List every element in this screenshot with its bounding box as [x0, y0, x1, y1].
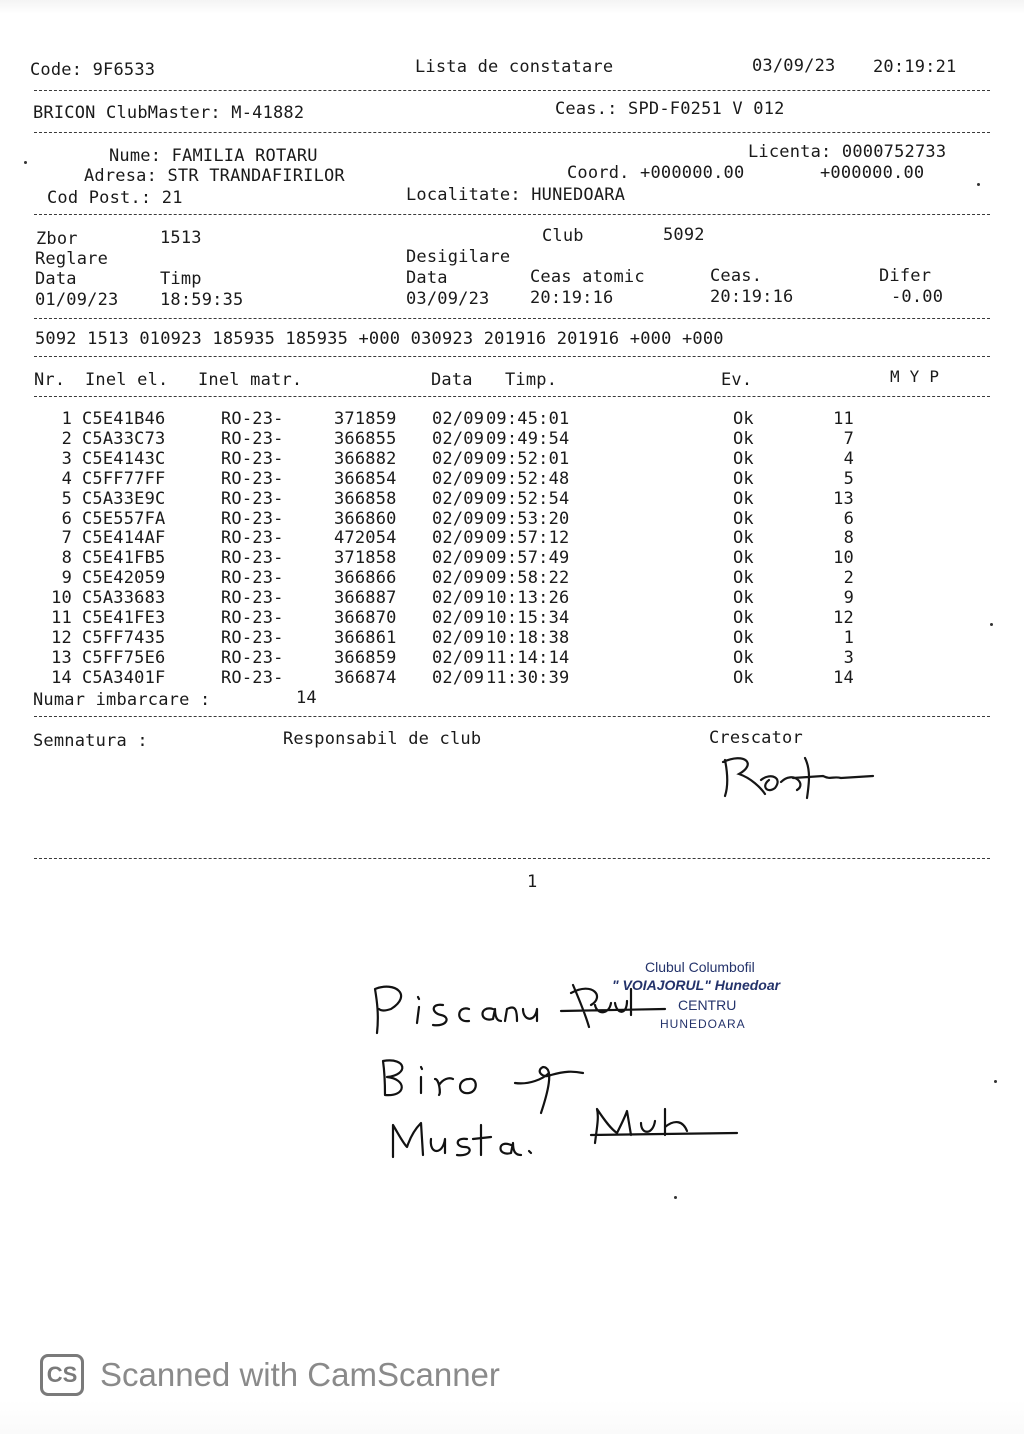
cell-prefix: RO-23-: [221, 627, 284, 648]
cell-data: 02/09: [432, 627, 485, 648]
stamp-line-3: CENTRU: [678, 997, 737, 1013]
cell-nr: 14: [51, 667, 72, 688]
cell-data: 02/09: [432, 647, 485, 668]
cell-prefix: RO-23-: [221, 508, 284, 529]
cell-prefix: RO-23-: [221, 647, 284, 668]
cell-inel-matr: 366887: [334, 588, 397, 609]
scan-speck: [24, 161, 27, 164]
cell-data: 02/09: [432, 588, 485, 609]
divider: [34, 214, 990, 215]
document-title: Lista de constatare: [415, 57, 614, 77]
cell-timp: 09:52:01: [486, 448, 570, 469]
cell-prefix: RO-23-: [221, 528, 284, 549]
stamp-line-1: Clubul Columbofil: [645, 959, 755, 975]
table-row: [0, 469, 1024, 489]
signature-label: Semnatura :: [33, 731, 148, 751]
table-row: [0, 648, 1024, 668]
cell-data: 02/09: [432, 409, 485, 429]
camscanner-watermark: [40, 1352, 560, 1400]
difference-value: -0.00: [891, 287, 944, 307]
clubmaster-label: BRICON ClubMaster: M-41882: [33, 103, 305, 123]
cell-rank: 2: [843, 568, 854, 589]
cell-inel-el: C5E41FB5: [82, 548, 166, 569]
cell-rank: 12: [833, 608, 854, 628]
col-header-inel-matr: Inel matr.: [198, 370, 303, 390]
atomic-clock-time: 20:19:16: [530, 288, 614, 308]
divider: [34, 318, 990, 319]
cell-ev: Ok: [733, 548, 754, 569]
cell-inel-el: C5E4143C: [82, 448, 166, 469]
cell-rank: 4: [843, 448, 854, 469]
stamp-line-2: " VOIAJORUL" Hunedoar: [612, 977, 781, 993]
cell-timp: 09:58:22: [486, 568, 570, 589]
clock-label: Ceas.: [710, 266, 763, 286]
table-row: [0, 429, 1024, 449]
cell-data: 02/09: [432, 548, 485, 569]
scan-speck: [674, 1196, 677, 1199]
owner-locality: Localitate: HUNEDOARA: [406, 185, 626, 205]
cell-prefix: RO-23-: [221, 667, 284, 688]
cell-inel-matr: 371859: [334, 409, 397, 429]
cell-inel-matr: 366870: [334, 608, 397, 628]
cell-nr: 10: [51, 588, 72, 609]
club-label: Club: [542, 226, 584, 246]
cell-data: 02/09: [432, 488, 485, 509]
cell-rank: 5: [843, 468, 854, 489]
cell-inel-matr: 366860: [334, 508, 397, 529]
cell-timp: 11:14:14: [486, 647, 570, 668]
cell-nr: 13: [51, 647, 72, 668]
cell-timp: 10:15:34: [486, 608, 570, 628]
cell-inel-el: C5A33C73: [82, 428, 166, 449]
cell-rank: 9: [843, 588, 854, 609]
cell-inel-matr: 366861: [334, 627, 397, 648]
divider: [34, 396, 990, 397]
cell-ev: Ok: [733, 409, 754, 429]
cell-prefix: RO-23-: [221, 428, 284, 449]
camscanner-logo: CS: [40, 1354, 84, 1396]
cell-prefix: RO-23-: [221, 608, 284, 628]
cell-timp: 10:13:26: [486, 588, 570, 609]
divider: [34, 90, 990, 91]
cell-inel-matr: 371858: [334, 548, 397, 569]
reglare-time: 18:59:35: [160, 290, 244, 310]
zbor-label: Zbor: [36, 229, 78, 249]
cell-prefix: RO-23-: [221, 588, 284, 609]
club-responsible-label: Responsabil de club: [283, 729, 482, 749]
divider: [34, 716, 990, 717]
cell-ev: Ok: [733, 468, 754, 489]
desigilare-label: Desigilare: [406, 247, 511, 267]
cell-inel-el: C5A3401F: [82, 667, 166, 688]
cell-rank: 8: [843, 528, 854, 549]
cell-inel-matr: 366855: [334, 428, 397, 449]
cell-inel-matr: 366882: [334, 448, 397, 469]
cell-inel-el: C5A33E9C: [82, 488, 166, 509]
difference-label: Difer: [879, 266, 932, 286]
cell-timp: 09:52:54: [486, 488, 570, 509]
table-row: [0, 449, 1024, 469]
cell-rank: 10: [833, 548, 854, 569]
owner-coord-2: +000000.00: [820, 163, 925, 183]
cell-timp: 09:45:01: [486, 409, 570, 429]
stamp-line-4: HUNEDOARA: [660, 1017, 746, 1031]
cell-data: 02/09: [432, 468, 485, 489]
cell-nr: 4: [61, 468, 72, 489]
code-line: 5092 1513 010923 185935 185935 +000 030923 201916 201916 +000 +000: [35, 329, 724, 349]
cell-inel-matr: 366854: [334, 468, 397, 489]
cell-nr: 12: [51, 627, 72, 648]
reglare-label: Reglare: [35, 249, 109, 269]
cell-inel-el: C5E41FE3: [82, 608, 166, 628]
cell-ev: Ok: [733, 608, 754, 628]
cell-rank: 14: [833, 667, 854, 688]
cell-rank: 3: [843, 647, 854, 668]
desigilare-date-label: Data: [406, 268, 448, 288]
cell-timp: 09:52:48: [486, 468, 570, 489]
cell-nr: 11: [51, 608, 72, 628]
cell-nr: 3: [61, 448, 72, 469]
table-row: [0, 628, 1024, 648]
header-time: 20:19:21: [873, 57, 957, 77]
numar-imbarcare-label: Numar imbarcare :: [33, 690, 211, 710]
cell-nr: 8: [61, 548, 72, 569]
scan-speck: [994, 1080, 997, 1083]
handwritten-signatures: [365, 975, 755, 1170]
cell-nr: 6: [61, 508, 72, 529]
cell-rank: 1: [843, 627, 854, 648]
cell-prefix: RO-23-: [221, 568, 284, 589]
atomic-clock-label: Ceas atomic: [530, 267, 645, 287]
cell-ev: Ok: [733, 627, 754, 648]
cell-timp: 09:57:49: [486, 548, 570, 569]
scan-speck: [977, 183, 980, 186]
cell-inel-matr: 472054: [334, 528, 397, 549]
cell-ev: Ok: [733, 647, 754, 668]
owner-name: Nume: FAMILIA ROTARU: [109, 146, 318, 166]
numar-imbarcare-value: 14: [296, 688, 317, 708]
cell-rank: 11: [833, 409, 854, 429]
divider: [34, 132, 990, 133]
reglare-date-label: Data: [35, 269, 77, 289]
cell-inel-matr: 366874: [334, 667, 397, 688]
cell-prefix: RO-23-: [221, 409, 284, 429]
cell-ev: Ok: [733, 508, 754, 529]
table-row: [0, 588, 1024, 608]
table-row: [0, 409, 1024, 429]
owner-address: Adresa: STR TRANDAFIRILOR: [84, 166, 345, 186]
cell-data: 02/09: [432, 608, 485, 628]
cell-timp: 09:57:12: [486, 528, 570, 549]
cell-nr: 9: [61, 568, 72, 589]
breeder-signature: [715, 750, 880, 805]
ceas-label: Ceas.: SPD-F0251 V 012: [555, 99, 785, 119]
cell-inel-el: C5E557FA: [82, 508, 166, 529]
cell-data: 02/09: [432, 448, 485, 469]
cell-inel-el: C5FF77FF: [82, 468, 166, 489]
cell-ev: Ok: [733, 667, 754, 688]
owner-license: Licenta: 0000752733: [748, 142, 947, 162]
cell-ev: Ok: [733, 488, 754, 509]
col-header-ev: Ev.: [721, 370, 753, 390]
cell-rank: 7: [843, 428, 854, 449]
divider: [34, 356, 990, 357]
cell-timp: 10:18:38: [486, 627, 570, 648]
cell-timp: 11:30:39: [486, 667, 570, 688]
club-value: 5092: [663, 225, 705, 245]
zbor-value: 1513: [160, 228, 202, 248]
cell-ev: Ok: [733, 528, 754, 549]
cell-nr: 5: [61, 488, 72, 509]
page-number: 1: [527, 872, 538, 892]
cell-rank: 13: [833, 488, 854, 509]
desigilare-date: 03/09/23: [406, 289, 490, 309]
cell-inel-el: C5E41B46: [82, 409, 166, 429]
scan-speck: [990, 623, 993, 626]
code-label: Code: 9F6533: [30, 60, 156, 80]
table-row: [0, 668, 1024, 688]
cell-nr: 1: [61, 409, 72, 429]
owner-coord: Coord. +000000.00: [567, 163, 745, 183]
cell-data: 02/09: [432, 428, 485, 449]
cell-timp: 09:49:54: [486, 428, 570, 449]
cell-timp: 09:53:20: [486, 508, 570, 529]
cell-ev: Ok: [733, 568, 754, 589]
cell-rank: 6: [843, 508, 854, 529]
cell-nr: 2: [61, 428, 72, 449]
cell-prefix: RO-23-: [221, 468, 284, 489]
col-header-data: Data: [431, 370, 473, 390]
table-row: [0, 608, 1024, 628]
cell-data: 02/09: [432, 667, 485, 688]
reglare-date: 01/09/23: [35, 290, 119, 310]
cell-data: 02/09: [432, 528, 485, 549]
table-row: [0, 489, 1024, 509]
reglare-time-label: Timp: [160, 269, 202, 289]
header-date: 03/09/23: [752, 56, 836, 76]
table-row: [0, 528, 1024, 548]
cell-inel-el: C5A33683: [82, 588, 166, 609]
clock-time: 20:19:16: [710, 287, 794, 307]
table-row: [0, 568, 1024, 588]
cell-inel-matr: 366866: [334, 568, 397, 589]
cell-inel-el: C5FF7435: [82, 627, 166, 648]
cell-prefix: RO-23-: [221, 448, 284, 469]
cell-data: 02/09: [432, 508, 485, 529]
cell-ev: Ok: [733, 428, 754, 449]
camscanner-text: Scanned with CamScanner: [100, 1356, 500, 1393]
divider: [34, 858, 990, 859]
cell-inel-el: C5E414AF: [82, 528, 166, 549]
table-row: [0, 548, 1024, 568]
cell-inel-el: C5FF75E6: [82, 647, 166, 668]
col-header-timp: Timp.: [505, 370, 558, 390]
cell-inel-el: C5E42059: [82, 568, 166, 589]
cell-inel-matr: 366858: [334, 488, 397, 509]
table-row: [0, 509, 1024, 529]
cell-prefix: RO-23-: [221, 548, 284, 569]
cell-data: 02/09: [432, 568, 485, 589]
breeder-label: Crescator: [709, 728, 803, 748]
col-header-nr: Nr.: [34, 370, 66, 390]
cell-prefix: RO-23-: [221, 488, 284, 509]
cell-nr: 7: [61, 528, 72, 549]
col-header-myp: M Y P: [890, 367, 940, 386]
owner-postal-code: Cod Post.: 21: [47, 188, 183, 208]
cell-ev: Ok: [733, 448, 754, 469]
cell-inel-matr: 366859: [334, 647, 397, 668]
cell-ev: Ok: [733, 588, 754, 609]
col-header-inel-el: Inel el.: [85, 370, 169, 390]
